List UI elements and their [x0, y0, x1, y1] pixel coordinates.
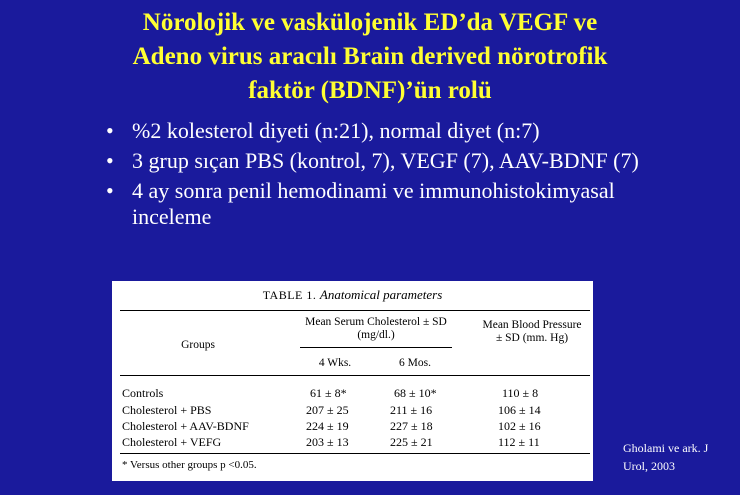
table-caption — [112, 287, 593, 303]
header-sub-rule — [300, 347, 452, 348]
title-line-1: Nörolojik ve vaskülojenik ED’da VEGF ve — [142, 9, 598, 36]
table-caption-prefix: TABLE 1. — [262, 288, 317, 302]
bullet-item — [104, 178, 664, 230]
cell-group: Controls — [122, 386, 164, 400]
cell-blood-pressure: 102 ± 16 — [498, 419, 541, 433]
header-bottom-rule — [120, 375, 590, 376]
cell-4-weeks: 224 ± 19 — [306, 419, 349, 433]
cell-6-months: 68 ± 10* — [394, 386, 437, 400]
title-line-3: faktör (BDNF)’ün rolü — [248, 77, 492, 104]
anatomical-parameters-table — [112, 281, 593, 481]
cell-blood-pressure: 112 ± 11 — [498, 435, 540, 449]
bullet-item — [104, 148, 664, 174]
cell-6-months: 227 ± 18 — [390, 419, 433, 433]
header-6-months: 6 Mos. — [399, 357, 431, 369]
table-footnote: * Versus other groups p <0.05. — [122, 459, 257, 471]
cell-6-months: 211 ± 16 — [390, 403, 433, 417]
header-4-weeks: 4 Wks. — [318, 357, 352, 369]
cell-blood-pressure: 106 ± 14 — [498, 403, 541, 417]
cell-group: Cholesterol + PBS — [122, 403, 212, 417]
cell-4-weeks: 203 ± 13 — [306, 435, 349, 449]
cell-4-weeks: 61 ± 8* — [310, 386, 347, 400]
bullet-dot: • — [106, 148, 114, 173]
table-top-rule — [120, 310, 590, 311]
bullet-item — [104, 118, 664, 144]
header-groups: Groups — [181, 339, 215, 351]
bullet-text: 3 grup sıçan PBS (kontrol, 7), VEGF (7), AAV-BDNF (7) — [132, 148, 639, 173]
bullet-dot: • — [106, 178, 114, 203]
header-serum-cholesterol: Mean Serum Cholesterol ± SD (mg/dl.) — [305, 316, 447, 341]
citation: Gholami ve ark. J Urol, 2003 — [623, 441, 709, 473]
cell-4-weeks: 207 ± 25 — [306, 403, 349, 417]
table-row — [112, 404, 593, 417]
title-line-2: Adeno virus aracılı Brain derived nörotrofik — [132, 43, 608, 70]
cell-group: Cholesterol + AAV-BDNF — [122, 419, 249, 433]
table-caption-title: Anatomical parameters — [319, 287, 443, 302]
bullet-text: 4 ay sonra penil hemodinami ve immunohistokimyasal inceleme — [132, 178, 615, 229]
bullet-text: %2 kolesterol diyeti (n:21), normal diyet (n:7) — [132, 118, 540, 143]
cell-group: Cholesterol + VEFG — [122, 435, 222, 449]
cell-6-months: 225 ± 21 — [390, 435, 433, 449]
slide-title — [0, 6, 740, 108]
cell-blood-pressure: 110 ± 8 — [502, 386, 539, 400]
table-row — [112, 387, 593, 400]
bullet-dot: • — [106, 118, 114, 143]
table-row — [112, 420, 593, 433]
header-blood-pressure: Mean Blood Pressure ± SD (mm. Hg) — [482, 319, 582, 344]
table-row — [112, 436, 593, 449]
table-bottom-rule — [120, 453, 590, 454]
bullet-list — [104, 118, 664, 234]
